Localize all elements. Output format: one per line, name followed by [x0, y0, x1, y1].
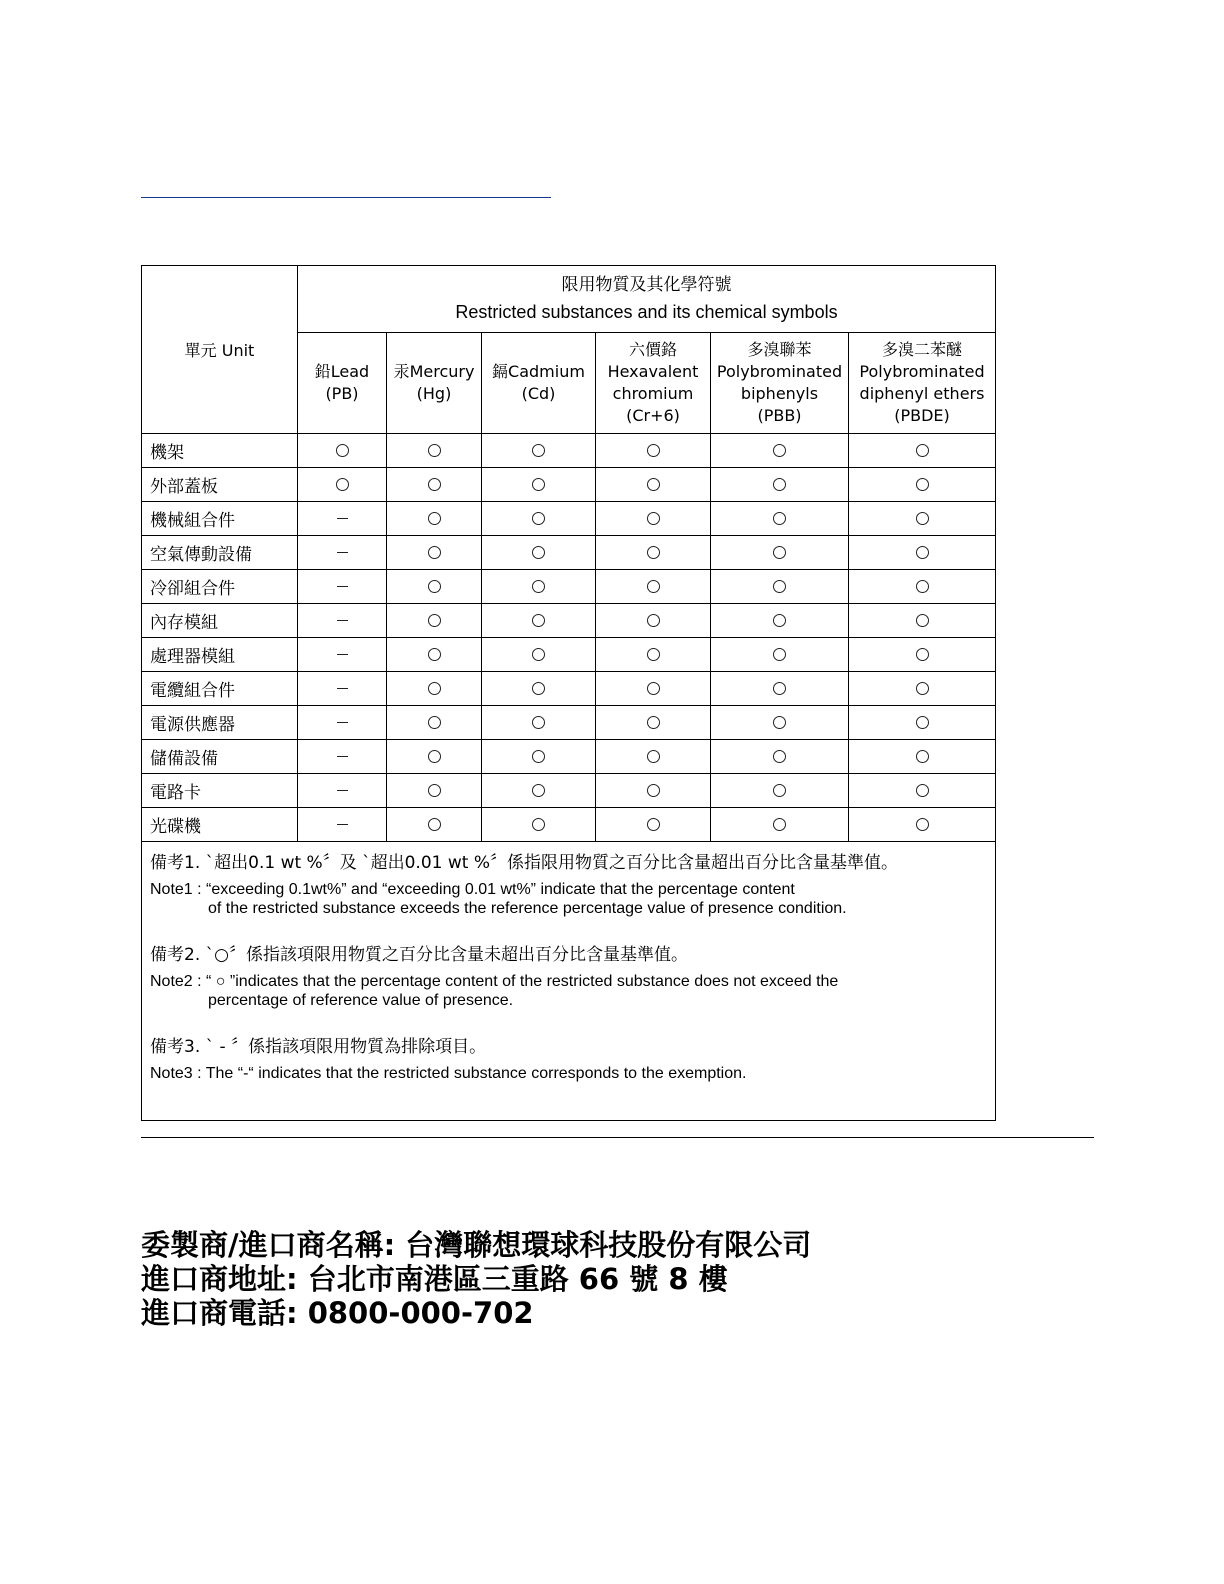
- table-row: [142, 638, 996, 672]
- table-row: [142, 706, 996, 740]
- note3-en: Note3 : The “-“ indicates that the restricted substance corresponds to the exemption.: [150, 1065, 747, 1082]
- circle-mark-icon: [428, 546, 441, 559]
- circle-mark-icon: [428, 784, 441, 797]
- circle-mark-icon: [428, 444, 441, 457]
- note3-zh: 備考3. ˋ - 〞係指該項限用物質為排除項目。: [150, 1037, 487, 1057]
- unit-name: 內存模組: [142, 604, 298, 638]
- compliance-cell: [596, 604, 711, 638]
- bottom-rule: [141, 1137, 1094, 1138]
- circle-mark-icon: [773, 614, 786, 627]
- dash-mark-icon: [337, 688, 348, 689]
- compliance-cell: [387, 434, 482, 468]
- unit-column-header: 單元 Unit: [142, 266, 298, 434]
- substance-symbol: (Cd): [521, 384, 556, 403]
- compliance-cell: [298, 706, 387, 740]
- compliance-cell: [387, 740, 482, 774]
- substance-symbol: (Hg): [416, 384, 452, 403]
- dash-mark-icon: [337, 824, 348, 825]
- compliance-cell: [596, 808, 711, 842]
- compliance-cell: [482, 604, 596, 638]
- circle-mark-icon: [916, 818, 929, 831]
- unit-name: 外部蓋板: [142, 468, 298, 502]
- compliance-cell: [849, 740, 996, 774]
- compliance-cell: [711, 638, 849, 672]
- circle-mark-icon: [647, 682, 660, 695]
- compliance-cell: [849, 570, 996, 604]
- note1-zh: 備考1. ˋ超出0.1 wt %〞及 ˋ超出0.01 wt %〞係指限用物質之百分比含量超出百分比含量基準值。: [150, 853, 898, 873]
- table-row: [142, 536, 996, 570]
- group-title-en: Restricted substances and its chemical symbols: [455, 302, 838, 322]
- circle-mark-icon: [773, 682, 786, 695]
- notes-section: [142, 842, 996, 1121]
- substance-name2: Polybrominated: [859, 362, 985, 381]
- compliance-cell: [711, 536, 849, 570]
- substance-header-0: [298, 333, 387, 434]
- table-row: [142, 672, 996, 706]
- table-row: [142, 740, 996, 774]
- substance-symbol: (PB): [325, 384, 359, 403]
- compliance-cell: [596, 774, 711, 808]
- circle-mark-icon: [647, 648, 660, 661]
- compliance-cell: [482, 706, 596, 740]
- substance-header-5: [849, 333, 996, 434]
- compliance-cell: [711, 570, 849, 604]
- compliance-cell: [387, 502, 482, 536]
- compliance-cell: [298, 536, 387, 570]
- circle-mark-icon: [916, 478, 929, 491]
- circle-mark-icon: [532, 512, 545, 525]
- circle-mark-icon: [532, 580, 545, 593]
- substance-name3: biphenyls: [740, 384, 819, 403]
- unit-name: 空氣傳動設備: [142, 536, 298, 570]
- compliance-cell: [482, 502, 596, 536]
- circle-mark-icon: [647, 546, 660, 559]
- unit-name: 光碟機: [142, 808, 298, 842]
- note2-en-b: percentage of reference value of presence.: [208, 992, 514, 1009]
- compliance-cell: [387, 706, 482, 740]
- table-row: [142, 434, 996, 468]
- compliance-cell: [849, 536, 996, 570]
- table-row: [142, 468, 996, 502]
- compliance-cell: [711, 808, 849, 842]
- unit-name: 電纜組合件: [142, 672, 298, 706]
- unit-name: 處理器模組: [142, 638, 298, 672]
- compliance-cell: [482, 672, 596, 706]
- rohs-table: [141, 265, 996, 1121]
- dash-mark-icon: [337, 586, 348, 587]
- dash-mark-icon: [337, 790, 348, 791]
- compliance-cell: [849, 672, 996, 706]
- compliance-cell: [298, 672, 387, 706]
- compliance-cell: [711, 672, 849, 706]
- compliance-cell: [387, 808, 482, 842]
- circle-mark-icon: [647, 818, 660, 831]
- substance-name: 鉛Lead: [314, 362, 370, 381]
- compliance-cell: [482, 774, 596, 808]
- circle-mark-icon: [916, 716, 929, 729]
- circle-mark-icon: [916, 682, 929, 695]
- circle-mark-icon: [532, 682, 545, 695]
- compliance-cell: [596, 570, 711, 604]
- group-title-zh: 限用物質及其化學符號: [561, 275, 732, 295]
- table-row: [142, 604, 996, 638]
- circle-mark-icon: [532, 818, 545, 831]
- circle-mark-icon: [773, 818, 786, 831]
- compliance-cell: [711, 434, 849, 468]
- compliance-cell: [596, 536, 711, 570]
- unit-name: 機架: [142, 434, 298, 468]
- circle-mark-icon: [647, 478, 660, 491]
- compliance-cell: [849, 502, 996, 536]
- note2-en-a: Note2 : “ ○ ”indicates that the percentage content of the restricted substance does not exceed the: [150, 973, 839, 990]
- circle-mark-icon: [916, 784, 929, 797]
- circle-mark-icon: [916, 648, 929, 661]
- compliance-cell: [711, 774, 849, 808]
- substance-header-4: [711, 333, 849, 434]
- importer-name: 委製商/進口商名稱: 台灣聯想環球科技股份有限公司: [141, 1228, 812, 1262]
- substance-name3: chromium: [612, 384, 694, 403]
- circle-mark-icon: [916, 546, 929, 559]
- compliance-cell: [849, 604, 996, 638]
- table-row: [142, 502, 996, 536]
- dash-mark-icon: [337, 654, 348, 655]
- compliance-cell: [849, 638, 996, 672]
- circle-mark-icon: [428, 512, 441, 525]
- compliance-cell: [849, 774, 996, 808]
- compliance-cell: [596, 468, 711, 502]
- circle-mark-icon: [647, 716, 660, 729]
- substance-symbol: (PBDE): [894, 406, 950, 425]
- circle-mark-icon: [532, 614, 545, 627]
- circle-mark-icon: [428, 716, 441, 729]
- compliance-cell: [298, 604, 387, 638]
- table-row: [142, 570, 996, 604]
- circle-mark-icon: [773, 546, 786, 559]
- circle-mark-icon: [532, 444, 545, 457]
- compliance-cell: [596, 672, 711, 706]
- circle-mark-icon: [773, 648, 786, 661]
- circle-mark-icon: [647, 580, 660, 593]
- compliance-cell: [596, 706, 711, 740]
- compliance-cell: [482, 536, 596, 570]
- substance-symbol: (PBB): [757, 406, 802, 425]
- compliance-cell: [482, 468, 596, 502]
- substance-name: 汞Mercury: [393, 362, 475, 381]
- table-row: [142, 774, 996, 808]
- compliance-cell: [596, 638, 711, 672]
- restricted-substances-header: [298, 266, 996, 333]
- circle-mark-icon: [532, 716, 545, 729]
- circle-mark-icon: [428, 818, 441, 831]
- dash-mark-icon: [337, 756, 348, 757]
- circle-mark-icon: [428, 580, 441, 593]
- substance-header-1: [387, 333, 482, 434]
- circle-mark-icon: [532, 478, 545, 491]
- circle-mark-icon: [336, 478, 349, 491]
- substance-name2: Polybrominated: [716, 362, 843, 381]
- compliance-cell: [298, 468, 387, 502]
- note1-en-b: of the restricted substance exceeds the reference percentage value of presence condition.: [208, 900, 847, 917]
- circle-mark-icon: [532, 750, 545, 763]
- circle-mark-icon: [532, 784, 545, 797]
- substance-name2: Hexavalent: [607, 362, 699, 381]
- substance-name: 六價鉻: [628, 340, 677, 359]
- circle-mark-icon: [428, 750, 441, 763]
- compliance-cell: [596, 502, 711, 536]
- compliance-cell: [298, 570, 387, 604]
- compliance-cell: [298, 638, 387, 672]
- substance-header-2: [482, 333, 596, 434]
- compliance-cell: [387, 774, 482, 808]
- compliance-cell: [849, 706, 996, 740]
- unit-name: 冷卻組合件: [142, 570, 298, 604]
- note1-en-a: Note1 : “exceeding 0.1wt%” and “exceeding 0.01 wt%” indicate that the percentage content: [150, 881, 795, 898]
- importer-info: [141, 1228, 811, 1330]
- circle-mark-icon: [773, 716, 786, 729]
- compliance-cell: [711, 502, 849, 536]
- importer-address: 進口商地址: 台北市南港區三重路 66 號 8 樓: [141, 1262, 728, 1296]
- circle-mark-icon: [773, 512, 786, 525]
- compliance-cell: [849, 434, 996, 468]
- dash-mark-icon: [337, 518, 348, 519]
- circle-mark-icon: [916, 750, 929, 763]
- compliance-cell: [298, 502, 387, 536]
- compliance-cell: [711, 706, 849, 740]
- dash-mark-icon: [337, 552, 348, 553]
- substance-name: 多溴聯苯: [747, 340, 812, 359]
- compliance-cell: [298, 740, 387, 774]
- dash-mark-icon: [337, 620, 348, 621]
- circle-mark-icon: [773, 580, 786, 593]
- circle-mark-icon: [428, 682, 441, 695]
- compliance-cell: [596, 740, 711, 774]
- circle-mark-icon: [916, 580, 929, 593]
- substance-header-3: [596, 333, 711, 434]
- unit-name: 電源供應器: [142, 706, 298, 740]
- note2-en: [150, 972, 985, 1010]
- circle-mark-icon: [916, 512, 929, 525]
- compliance-cell: [711, 468, 849, 502]
- circle-mark-icon: [532, 546, 545, 559]
- note1-en: [150, 880, 985, 918]
- compliance-cell: [482, 638, 596, 672]
- circle-mark-icon: [647, 750, 660, 763]
- compliance-cell: [298, 434, 387, 468]
- compliance-cell: [298, 808, 387, 842]
- compliance-cell: [387, 672, 482, 706]
- unit-name: 儲備設備: [142, 740, 298, 774]
- compliance-cell: [387, 604, 482, 638]
- compliance-cell: [482, 808, 596, 842]
- unit-name: 機械組合件: [142, 502, 298, 536]
- importer-phone: 進口商電話: 0800-000-702: [141, 1296, 534, 1330]
- circle-mark-icon: [428, 478, 441, 491]
- top-rule: [141, 197, 551, 198]
- compliance-cell: [482, 434, 596, 468]
- compliance-cell: [711, 604, 849, 638]
- circle-mark-icon: [773, 478, 786, 491]
- compliance-cell: [596, 434, 711, 468]
- circle-mark-icon: [532, 648, 545, 661]
- note2-zh: 備考2. ˋ○〞係指該項限用物質之百分比含量未超出百分比含量基準值。: [150, 945, 688, 965]
- circle-mark-icon: [428, 614, 441, 627]
- circle-mark-icon: [647, 512, 660, 525]
- compliance-cell: [849, 468, 996, 502]
- circle-mark-icon: [647, 614, 660, 627]
- circle-mark-icon: [773, 784, 786, 797]
- compliance-cell: [387, 468, 482, 502]
- circle-mark-icon: [773, 750, 786, 763]
- table-row: [142, 808, 996, 842]
- circle-mark-icon: [916, 614, 929, 627]
- compliance-cell: [387, 536, 482, 570]
- circle-mark-icon: [647, 444, 660, 457]
- compliance-cell: [387, 570, 482, 604]
- unit-name: 電路卡: [142, 774, 298, 808]
- substance-name: 多溴二苯醚: [882, 340, 963, 359]
- circle-mark-icon: [428, 648, 441, 661]
- dash-mark-icon: [337, 722, 348, 723]
- substance-symbol: (Cr+6): [626, 406, 680, 425]
- compliance-cell: [482, 740, 596, 774]
- compliance-cell: [387, 638, 482, 672]
- compliance-cell: [298, 774, 387, 808]
- compliance-cell: [849, 808, 996, 842]
- substance-name: 鎘Cadmium: [492, 362, 585, 381]
- circle-mark-icon: [773, 444, 786, 457]
- circle-mark-icon: [916, 444, 929, 457]
- compliance-cell: [711, 740, 849, 774]
- circle-mark-icon: [647, 784, 660, 797]
- substance-name3: diphenyl ethers: [859, 384, 985, 403]
- circle-mark-icon: [336, 444, 349, 457]
- compliance-cell: [482, 570, 596, 604]
